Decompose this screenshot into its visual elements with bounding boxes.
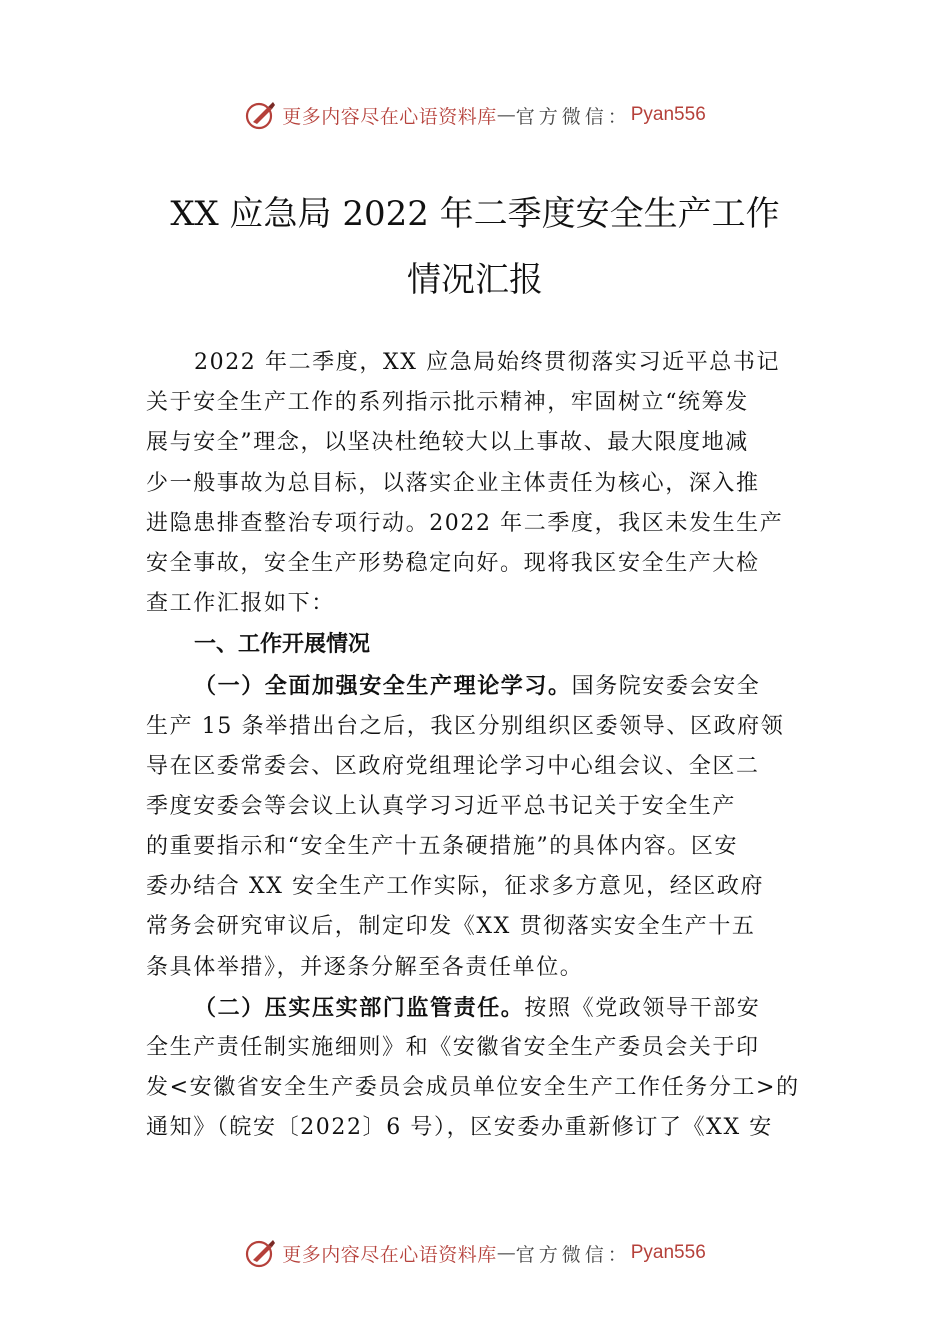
para2-line: 全生产责任制实施细则》和《安徽省安全生产委员会关于印 xyxy=(146,1035,760,1060)
para1-first-line xyxy=(146,666,818,706)
watermark-dash: — xyxy=(496,104,516,126)
watermark-header xyxy=(0,95,950,135)
para2-line: 发<安徽省安全生产委员会成员单位安全生产工作任务分工>的 xyxy=(146,1075,800,1101)
document-body xyxy=(146,343,818,1149)
watermark-text: 更多内容尽在心语资料库 xyxy=(282,105,497,128)
intro-line: 安全事故，安全生产形势稳定向好。现将我区安全生产大检 xyxy=(146,550,760,576)
para2-line: 通知》（皖安〔2022〕6 号），区安委办重新修订了《XX 安 xyxy=(146,1115,773,1141)
pen-logo-icon xyxy=(244,98,278,132)
para1-line: 条具体举措》，并逐条分解至各责任单位。 xyxy=(146,954,584,980)
para1-subheading: （一）全面加强安全生产理论学习。 xyxy=(194,673,572,700)
para1-line: 季度安委会等会议上认真学习习近平总书记关于安全生产 xyxy=(146,793,737,819)
para1-line: 导在区委常委会、区政府党组理论学习中心组会议、全区二 xyxy=(146,753,760,779)
para2-subheading: （二）压实压实部门监管责任。 xyxy=(194,994,525,1021)
watermark-id: Pyan556 xyxy=(630,104,706,125)
intro-line: 关于安全生产工作的系列指示批示精神，牢固树立“统筹发 xyxy=(146,390,749,416)
section-heading: 一、工作开展情况 xyxy=(194,632,371,658)
document-title-line2: 情况汇报 xyxy=(407,260,543,300)
intro-line: 2022 年二季度，XX 应急局始终贯彻落实习近平总书记 xyxy=(194,350,781,375)
watermark-footer xyxy=(0,1233,950,1273)
watermark-official: 官方微信： xyxy=(515,1243,631,1266)
intro-line: 少一般事故为总目标，以落实企业主体责任为核心，深入推 xyxy=(146,470,760,496)
para1-line: 生产 15 条举措出台之后，我区分别组织区委领导、区政府领 xyxy=(146,713,785,739)
watermark-official: 官方微信： xyxy=(515,105,631,128)
watermark-text: 更多内容尽在心语资料库 xyxy=(282,1243,497,1266)
para1-line: 的重要指示和“安全生产十五条硬措施”的具体内容。区安 xyxy=(146,834,739,860)
para2-first-line xyxy=(146,988,818,1028)
watermark-dash: — xyxy=(496,1242,516,1264)
para1-line: 委办结合 XX 安全生产工作实际，征求多方意见，经区政府 xyxy=(146,874,765,900)
intro-line: 查工作汇报如下： xyxy=(146,591,335,617)
para1-line: 常务会研究审议后，制定印发《XX 贯彻落实安全生产十五 xyxy=(146,914,756,940)
para1-first-text: 国务院安委会安全 xyxy=(571,674,761,700)
para2-first-text: 按照《党政领导干部安 xyxy=(524,995,761,1021)
intro-line: 展与安全”理念，以坚决杜绝较大以上事故、最大限度地减 xyxy=(146,430,749,456)
pen-logo-icon xyxy=(244,1236,278,1270)
intro-line: 进隐患排查整治专项行动。2022 年二季度，我区未发生生产 xyxy=(146,510,784,536)
document-title-line1: XX 应急局 2022 年二季度安全生产工作 xyxy=(170,194,780,234)
watermark-id: Pyan556 xyxy=(630,1242,706,1263)
